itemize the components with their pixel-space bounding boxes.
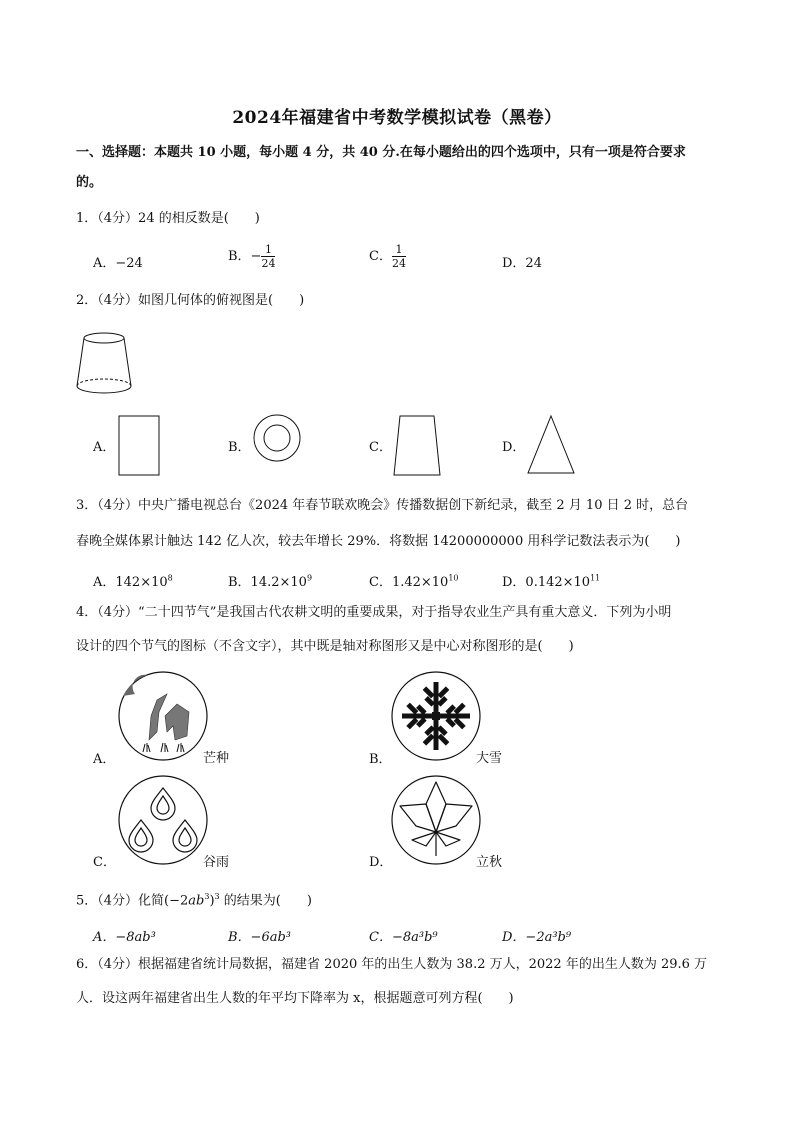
q3-option-d bbox=[502, 571, 600, 590]
q2-option-a: A． bbox=[93, 440, 116, 455]
q6-line1: 6．（4分）根据福建省统计局数据，福建省 2020 年的出生人数为 38.2 万人，2022 年的出生人数为 29.6 万 bbox=[76, 957, 708, 972]
q5-stem-suffix: 的结果为( ) bbox=[223, 893, 312, 909]
q1-option-c-numerator: 1 bbox=[392, 243, 406, 257]
q1-option-b bbox=[228, 243, 275, 270]
q1-option-d: D．24 bbox=[502, 256, 542, 271]
liqiu-icon bbox=[390, 774, 482, 866]
q4-option-c-name: 谷雨 bbox=[203, 855, 230, 870]
q3-line1: 3．（4分）中央广播电视总台《2024 年春节联欢晚会》传播数据创下新纪录，截至 2 月 10 日 2 时，总台 bbox=[76, 498, 689, 513]
q5-stem-variable: ab bbox=[188, 893, 205, 909]
q2-option-d: D． bbox=[502, 440, 526, 455]
q5-stem-prefix: 5．（4分）化简(−2 bbox=[76, 893, 189, 909]
q2-option-b-concentric-circles bbox=[252, 413, 302, 463]
q5-option-c: C．−8a³b⁹ bbox=[369, 930, 438, 945]
q5-stem: 5．（4分）化简$(-2ab^3)^3$ 的结果为( ) bbox=[76, 892, 312, 909]
q4-option-d: D． bbox=[369, 855, 393, 870]
q1-option-b-denominator: 24 bbox=[261, 257, 276, 270]
q1-option-c bbox=[369, 243, 406, 270]
q4-option-d-name: 立秋 bbox=[476, 855, 503, 870]
q5-option-d: D．−2a³b⁹ bbox=[502, 930, 572, 945]
q4-line1: 4．（4分）“二十四节气”是我国古代农耕文明的重要成果，对于指导农业生产具有重大意义．下列为小明 bbox=[76, 605, 672, 620]
q1-option-b-numerator: 1 bbox=[261, 243, 275, 257]
q1-option-c-prefix: C． bbox=[369, 249, 392, 264]
q2-option-a-rectangle bbox=[118, 415, 160, 477]
q3-option-c bbox=[369, 571, 459, 590]
q3-option-b bbox=[228, 571, 312, 590]
q4-option-a: A． bbox=[93, 752, 116, 767]
q3-option-b-base: B．14.2×10 bbox=[228, 575, 307, 590]
q5-stem-inner-exponent: 3 bbox=[204, 892, 210, 901]
q5-stem-outer-exponent: 3 bbox=[214, 892, 220, 901]
q3-option-d-exponent: 11 bbox=[590, 573, 601, 583]
section-heading-line1: 一、选择题：本题共 10 小题，每小题 4 分，共 40 分.在每小题给出的四个选项中，只有一项是符合要求 bbox=[76, 145, 686, 160]
section-heading-line2: 的。 bbox=[76, 175, 103, 190]
q3-option-b-exponent: 9 bbox=[306, 573, 313, 583]
q4-option-b-name: 大雪 bbox=[476, 751, 503, 766]
q5-option-a: A．−8ab³ bbox=[93, 930, 156, 945]
q5-option-b: B．−6ab³ bbox=[228, 930, 292, 945]
q3-option-c-exponent: 10 bbox=[448, 573, 459, 583]
q2-option-d-triangle bbox=[526, 415, 576, 477]
q2-stem: 2．（4分）如图几何体的俯视图是( ) bbox=[76, 293, 305, 308]
q3-option-a bbox=[93, 571, 173, 590]
frustum-figure bbox=[74, 330, 134, 400]
q1-option-c-fraction bbox=[392, 243, 406, 270]
q1-option-c-denominator: 24 bbox=[391, 257, 406, 270]
q2-option-b: B． bbox=[228, 440, 251, 455]
page-title: 2024年福建省中考数学模拟试卷（黑卷） bbox=[232, 108, 562, 128]
mangzhong-icon bbox=[117, 670, 209, 762]
guyu-icon bbox=[117, 774, 209, 866]
q4-option-b: B． bbox=[369, 752, 392, 767]
q4-option-c: C． bbox=[93, 855, 116, 870]
q3-option-d-base: D．0.142×10 bbox=[502, 575, 591, 590]
q3-option-a-exponent: 8 bbox=[167, 573, 173, 583]
q3-line2: 春晚全媒体累计触达 142 亿人次，较去年增长 29%．将数据 14200000000 用科学记数法表示为( ) bbox=[76, 534, 681, 549]
q2-option-c: C． bbox=[369, 440, 392, 455]
q3-option-c-base: C．1.42×10 bbox=[369, 575, 449, 590]
q4-line2: 设计的四个节气的图标（不含文字），其中既是轴对称图形又是中心对称图形的是( ) bbox=[76, 639, 574, 654]
daxue-icon bbox=[390, 670, 482, 762]
q1-stem: 1．（4分）24 的相反数是( ) bbox=[76, 211, 260, 226]
q4-option-a-name: 芒种 bbox=[203, 751, 230, 766]
q3-option-a-base: A．142×10 bbox=[93, 575, 168, 590]
q1-option-b-fraction bbox=[261, 243, 275, 270]
q6-line2: 人．设这两年福建省出生人数的年平均下降率为 x，根据题意可列方程( ) bbox=[76, 991, 514, 1006]
q2-option-c-trapezoid bbox=[392, 415, 442, 477]
q1-option-a: A．−24 bbox=[93, 256, 143, 271]
q1-option-b-prefix: B．− bbox=[228, 249, 262, 264]
